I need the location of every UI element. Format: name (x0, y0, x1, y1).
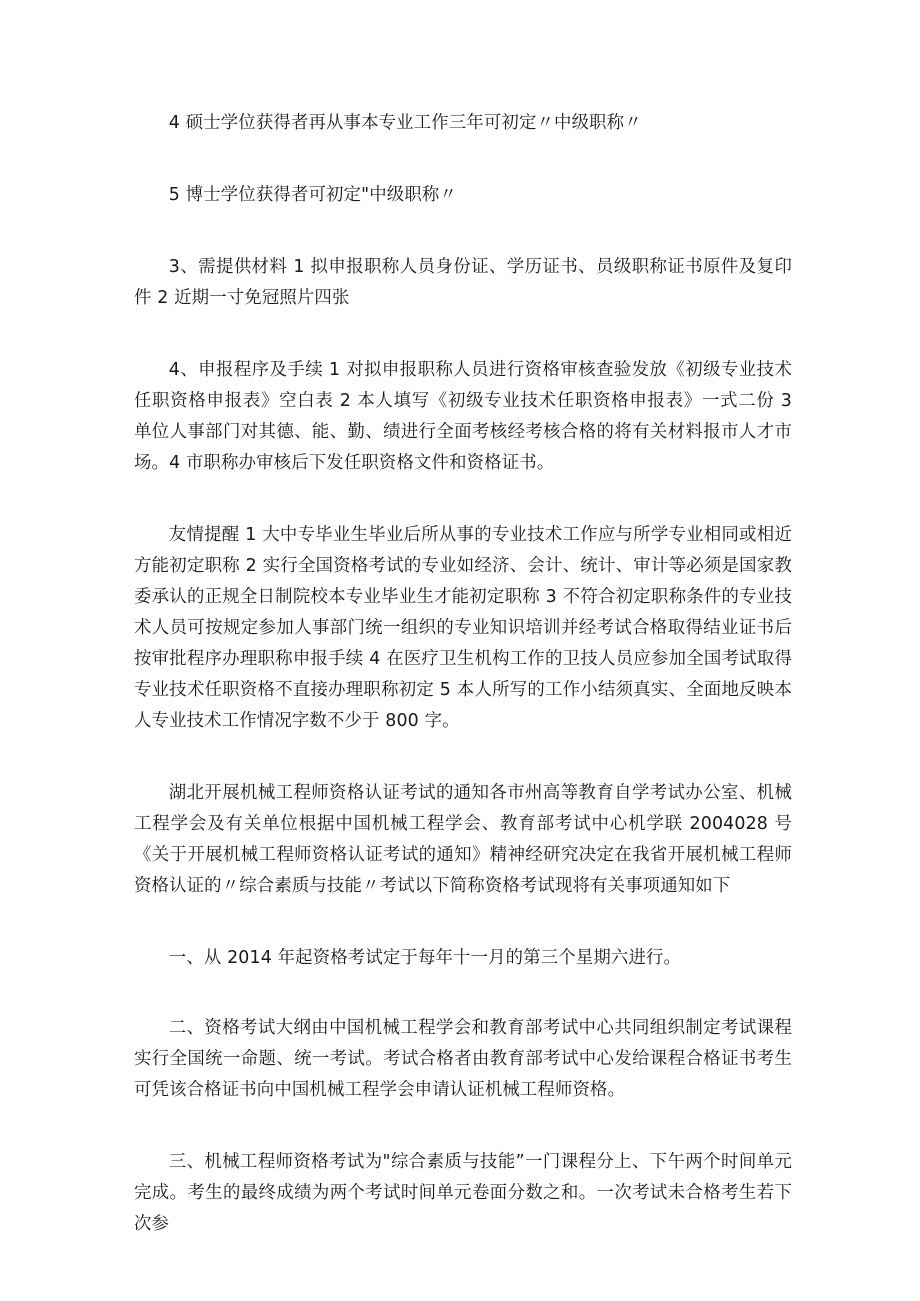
paragraph-exam-format: 三、机械工程师资格考试为"综合素质与技能”一门课程分上、下午两个时间单元完成。考生的最终成绩为两个考试时间单元卷面分数之和。一次考试未合格考生若下次参 (134, 1152, 792, 1234)
paragraph-required-materials: 3、需提供材料 1 拟申报职称人员身份证、学历证书、员级职称证书原件及复印件 2 近期一寸免冠照片四张 (134, 257, 792, 308)
document-body (134, 108, 792, 1281)
paragraph-master-degree: 4 硕士学位获得者再从事本专业工作三年可初定〃中级职称〃 (168, 113, 642, 133)
paragraph-exam-schedule: 一、从 2014 年起资格考试定于每年十一月的第三个星期六进行。 (168, 948, 682, 968)
paragraph-doctor-degree: 5 博士学位获得者可初定"中级职称〃 (168, 185, 457, 205)
paragraph-hubei-exam-notice: 湖北开展机械工程师资格认证考试的通知各市州高等教育自学考试办公室、机械工程学会及有关单位根据中国机械工程学会、教育部考试中心机学联 2004028 号《关于开展机械工程师资格认证考试的通知》精神经研究决定在我省开展机械工程师资格认证的〃综合素质与技能〃考试以下简称资格考试现将有关事项通知如下 (134, 783, 792, 896)
paragraph-application-procedure: 4、申报程序及手续 1 对拟申报职称人员进行资格审核查验发放《初级专业技术任职资格申报表》空白表 2 本人填写《初级专业技术任职资格申报表》一式二份 3 单位人事部门对其德、能、勤、绩进行全面考核经考核合格的将有关材料报市人才市场。4 市职称办审核后下发任职资格文件和资格证书。 (134, 360, 792, 473)
paragraph-exam-syllabus: 二、资格考试大纲由中国机械工程学会和教育部考试中心共同组织制定考试课程实行全国统一命题、统一考试。考试合格者由教育部考试中心发给课程合格证书考生可凭该合格证书向中国机械工程学会申请认证机械工程师资格。 (134, 1018, 792, 1100)
paragraph-friendly-reminder: 友情提醒 1 大中专毕业生毕业后所从事的专业技术工作应与所学专业相同或相近方能初定职称 2 实行全国资格考试的专业如经济、会计、统计、审计等必须是国家教委承认的正规全日制院校本专业毕业生才能初定职称 3 不符合初定职称条件的专业技术人员可按规定参加人事部门统一组织的专业知识培训并经考试合格取得结业证书后按审批程序办理职称申报手续 4 在医疗卫生机构工作的卫技人员应参加全国考试取得专业技术任职资格不直接办理职称初定 5 本人所写的工作小结须真实、全面地反映本人专业技术工作情况字数不少于 800 字。 (134, 525, 792, 731)
